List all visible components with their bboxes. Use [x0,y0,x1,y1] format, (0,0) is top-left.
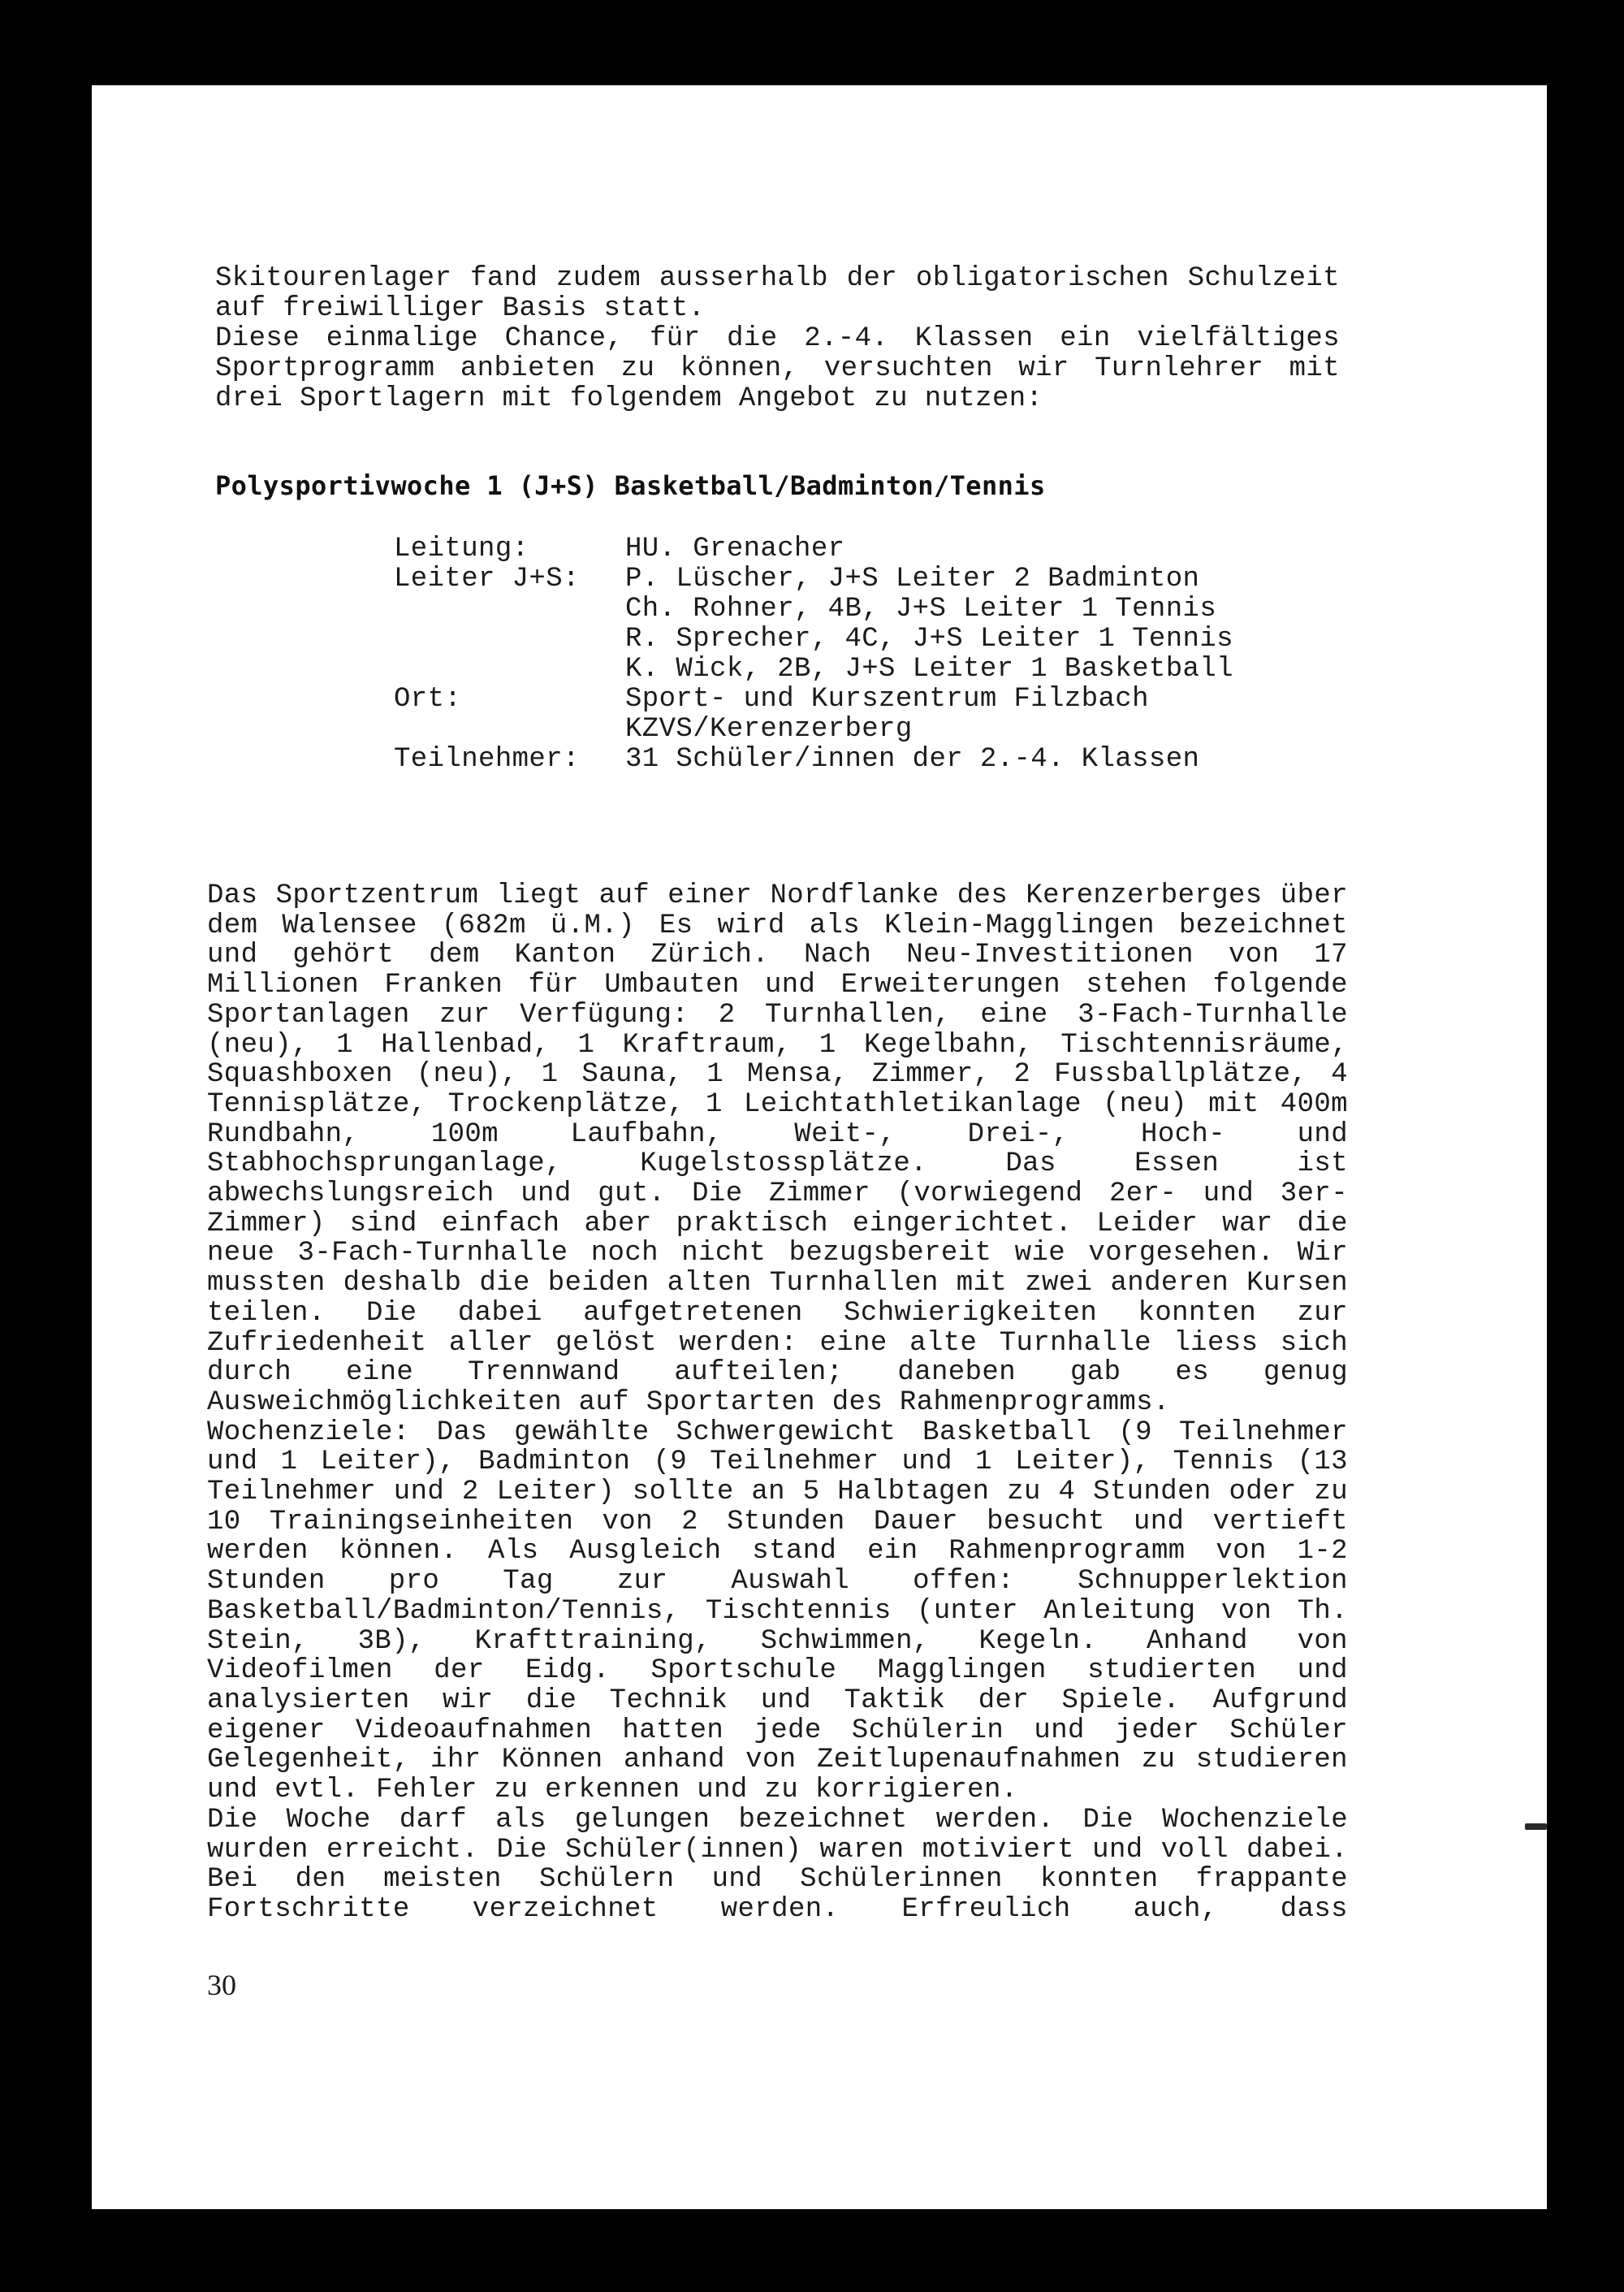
detail-value: Ch. Rohner, 4B, J+S Leiter 1 Tennis [625,594,1217,625]
body-paragraph-3: Die Woche darf als gelungen bezeichnet werden. Die Wochenziele wurden erreicht. Die Schüler(innen) waren motiviert und voll dabei. Bei den meisten Schülern und Schülerinnen konnten frappante Fortschritte verzeichnet werden. Erfreulich auch, dass [207,1804,1348,1925]
detail-label: Teilnehmer: [394,744,580,775]
body-paragraph-1: Das Sportzentrum liegt auf einer Nordflanke des Kerenzerberges über dem Walensee (682m ü.M.) Es wird als Klein-Magglingen bezeichnet und gehört dem Kanton Zürich. Nach Neu-Investitionen von 17 Millionen Franken für Umbauten und Erweiterungen stehen folgende Sportanlagen zur Verfügung: 2 Turnhallen, eine 3-Fach-Turnhalle (neu), 1 Hallenbad, 1 Kraftraum, 1 Kegelbahn, Tischtennisräume, Squashboxen (neu), 1 Sauna, 1 Mensa, Zimmer, 2 Fussballplätze, 4 Tennisplätze, Trockenplätze, 1 Leichtathletikanlage (neu) mit 400m Rundbahn, 100m Laufbahn, Weit-, Drei-, Hoch- und Stabhochsprunganlage, Kugelstossplätze. Das Essen ist abwechslungsreich und gut. Die Zimmer (vorwiegend 2er- und 3er-Zimmer) sind einfach aber praktisch eingerichtet. Leider war die neue 3-Fach-Turnhalle noch nicht bezugsbereit wie vorgesehen. Wir mussten deshalb die beiden alten Turnhallen mit zwei anderen Kursen teilen. Die dabei aufgetretenen Schwierigkeiten konnten zur Zufriedenheit aller gelöst werden: eine alte Turnhalle liess sich durch eine Trennwand aufteilen; daneben gab es genug Ausweichmöglichkeiten auf Sportarten des Rahmenprogramms. [207,880,1348,1418]
detail-row-leiter-js [394,564,1352,685]
detail-value: K. Wick, 2B, J+S Leiter 1 Basketball [625,654,1233,685]
detail-values [625,564,1352,685]
detail-label: Leitung: [394,534,529,564]
detail-value: Sport- und Kurszentrum Filzbach [625,684,1149,715]
detail-values [625,685,1352,745]
detail-values [625,534,1352,564]
intro-paragraph-2: Diese einmalige Chance, für die 2.-4. Klassen ein vielfältiges Sportprogramm anbieten zu können, versuchten wir Turnlehrer mit drei Sportlagern mit folgendem Angebot zu nutzen: [215,323,1340,414]
page-number: 30 [207,1969,236,2001]
document-page [92,85,1547,2209]
intro-paragraph-1: Skitourenlager fand zudem ausserhalb der obligatorischen Schulzeit auf freiwilliger Basis statt. [215,263,1340,324]
detail-row-teilnehmer [394,745,1352,775]
page-content [207,263,1348,1925]
body-paragraph-2: Wochenziele: Das gewählte Schwergewicht Basketball (9 Teilnehmer und 1 Leiter), Badminton (9 Teilnehmer und 1 Leiter), Tennis (13 Teilnehmer und 2 Leiter) sollte an 5 Halbtagen zu 4 Stunden oder zu 10 Trainingseinheiten von 2 Stunden Dauer besucht und vertieft werden können. Als Ausgleich stand ein Rahmenprogramm von 1-2 Stunden pro Tag zur Auswahl offen: Schnupperlektion Basketball/Badminton/Tennis, Tischtennis (unter Anleitung von Th. Stein, 3B), Krafttraining, Schwimmen, Kegeln. Anhand von Videofilmen der Eidg. Sportschule Magglingen studierten und analysierten wir die Technik und Taktik der Spiele. Aufgrund eigener Videoaufnahmen hatten jede Schülerin und jeder Schüler Gelegenheit, ihr Können anhand von Zeitlupenaufnahmen zu studieren und evtl. Fehler zu erkennen und zu korrigieren. [207,1416,1348,1806]
detail-row-ort [394,685,1352,745]
detail-value: P. Lüscher, J+S Leiter 2 Badminton [625,564,1200,595]
detail-value: HU. Grenacher [625,534,845,564]
detail-label: Leiter J+S: [394,564,580,595]
section-details [394,534,1352,775]
detail-value: KZVS/Kerenzerberg [625,714,913,745]
detail-row-leitung [394,534,1352,564]
detail-label: Ort: [394,684,462,715]
detail-value: 31 Schüler/innen der 2.-4. Klassen [625,744,1200,775]
intro-text [215,264,1340,414]
body-text [207,881,1348,1925]
detail-value: R. Sprecher, 4C, J+S Leiter 1 Tennis [625,624,1233,655]
binding-mark [1525,1823,1547,1830]
detail-values [625,745,1352,775]
section-heading: Polysportivwoche 1 (J+S) Basketball/Badminton/Tennis [215,470,1046,501]
